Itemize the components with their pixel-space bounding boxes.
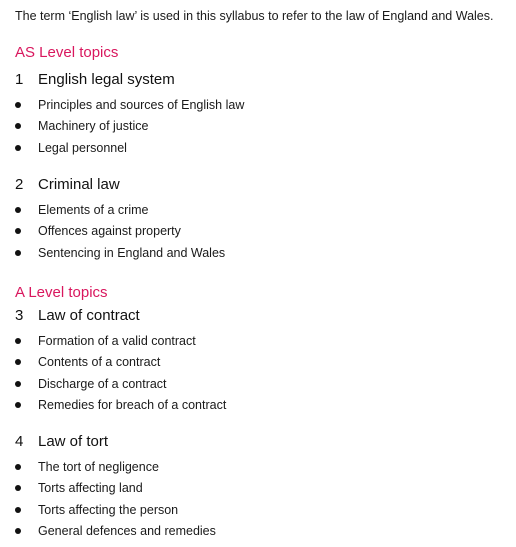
topic-title: English legal system xyxy=(38,71,175,88)
bullet-icon xyxy=(15,485,21,491)
bullet-icon xyxy=(15,145,21,151)
topic-heading-2 xyxy=(15,176,120,194)
list-item-text: Torts affecting land xyxy=(38,481,143,496)
list-item-text: Discharge of a contract xyxy=(38,376,167,391)
bullet-icon xyxy=(15,102,21,108)
topic-number: 4 xyxy=(15,433,24,450)
a-level-heading: A Level topics xyxy=(15,284,108,301)
topic-title: Law of contract xyxy=(38,307,140,324)
bullet-icon xyxy=(15,381,21,387)
bullet-icon xyxy=(15,123,21,129)
list-item-text: The tort of negligence xyxy=(38,460,159,474)
bullet-icon xyxy=(15,359,21,365)
topic-heading-4 xyxy=(15,433,108,451)
topic-heading-3 xyxy=(15,307,140,325)
intro-text: The term ‘English law’ is used in this syllabus to refer to the law of England and Wales. xyxy=(15,9,494,23)
bullet-icon xyxy=(15,507,21,513)
topic-number: 1 xyxy=(15,71,24,88)
bullet-icon xyxy=(15,228,21,234)
bullet-icon xyxy=(15,207,21,213)
list-item-text: Remedies for breach of a contract xyxy=(38,397,227,412)
bullet-icon xyxy=(15,338,21,344)
bullet-icon xyxy=(15,464,21,470)
list-item-text: Offences against property xyxy=(38,224,181,239)
topic-heading-1 xyxy=(15,71,175,89)
list-item-text: General defences and remedies xyxy=(38,523,216,538)
bullet-icon xyxy=(15,250,21,256)
bullet-icon xyxy=(15,402,21,408)
topic-number: 2 xyxy=(15,176,24,193)
list-item-text: Contents of a contract xyxy=(38,355,161,370)
list-item-text: Legal personnel xyxy=(38,140,127,155)
list-item-text: Formation of a valid contract xyxy=(38,334,196,348)
as-level-heading: AS Level topics xyxy=(15,44,119,61)
list-item-text: Sentencing in England and Wales xyxy=(38,245,226,260)
bullet-icon xyxy=(15,528,21,534)
list-item-text: Principles and sources of English law xyxy=(38,98,245,112)
topic-title: Law of tort xyxy=(38,433,109,450)
topic-number: 3 xyxy=(15,307,24,324)
topic-title: Criminal law xyxy=(38,176,120,193)
list-item-text: Elements of a crime xyxy=(38,203,149,217)
list-item-text: Machinery of justice xyxy=(38,119,149,134)
list-item-text: Torts affecting the person xyxy=(38,502,179,517)
